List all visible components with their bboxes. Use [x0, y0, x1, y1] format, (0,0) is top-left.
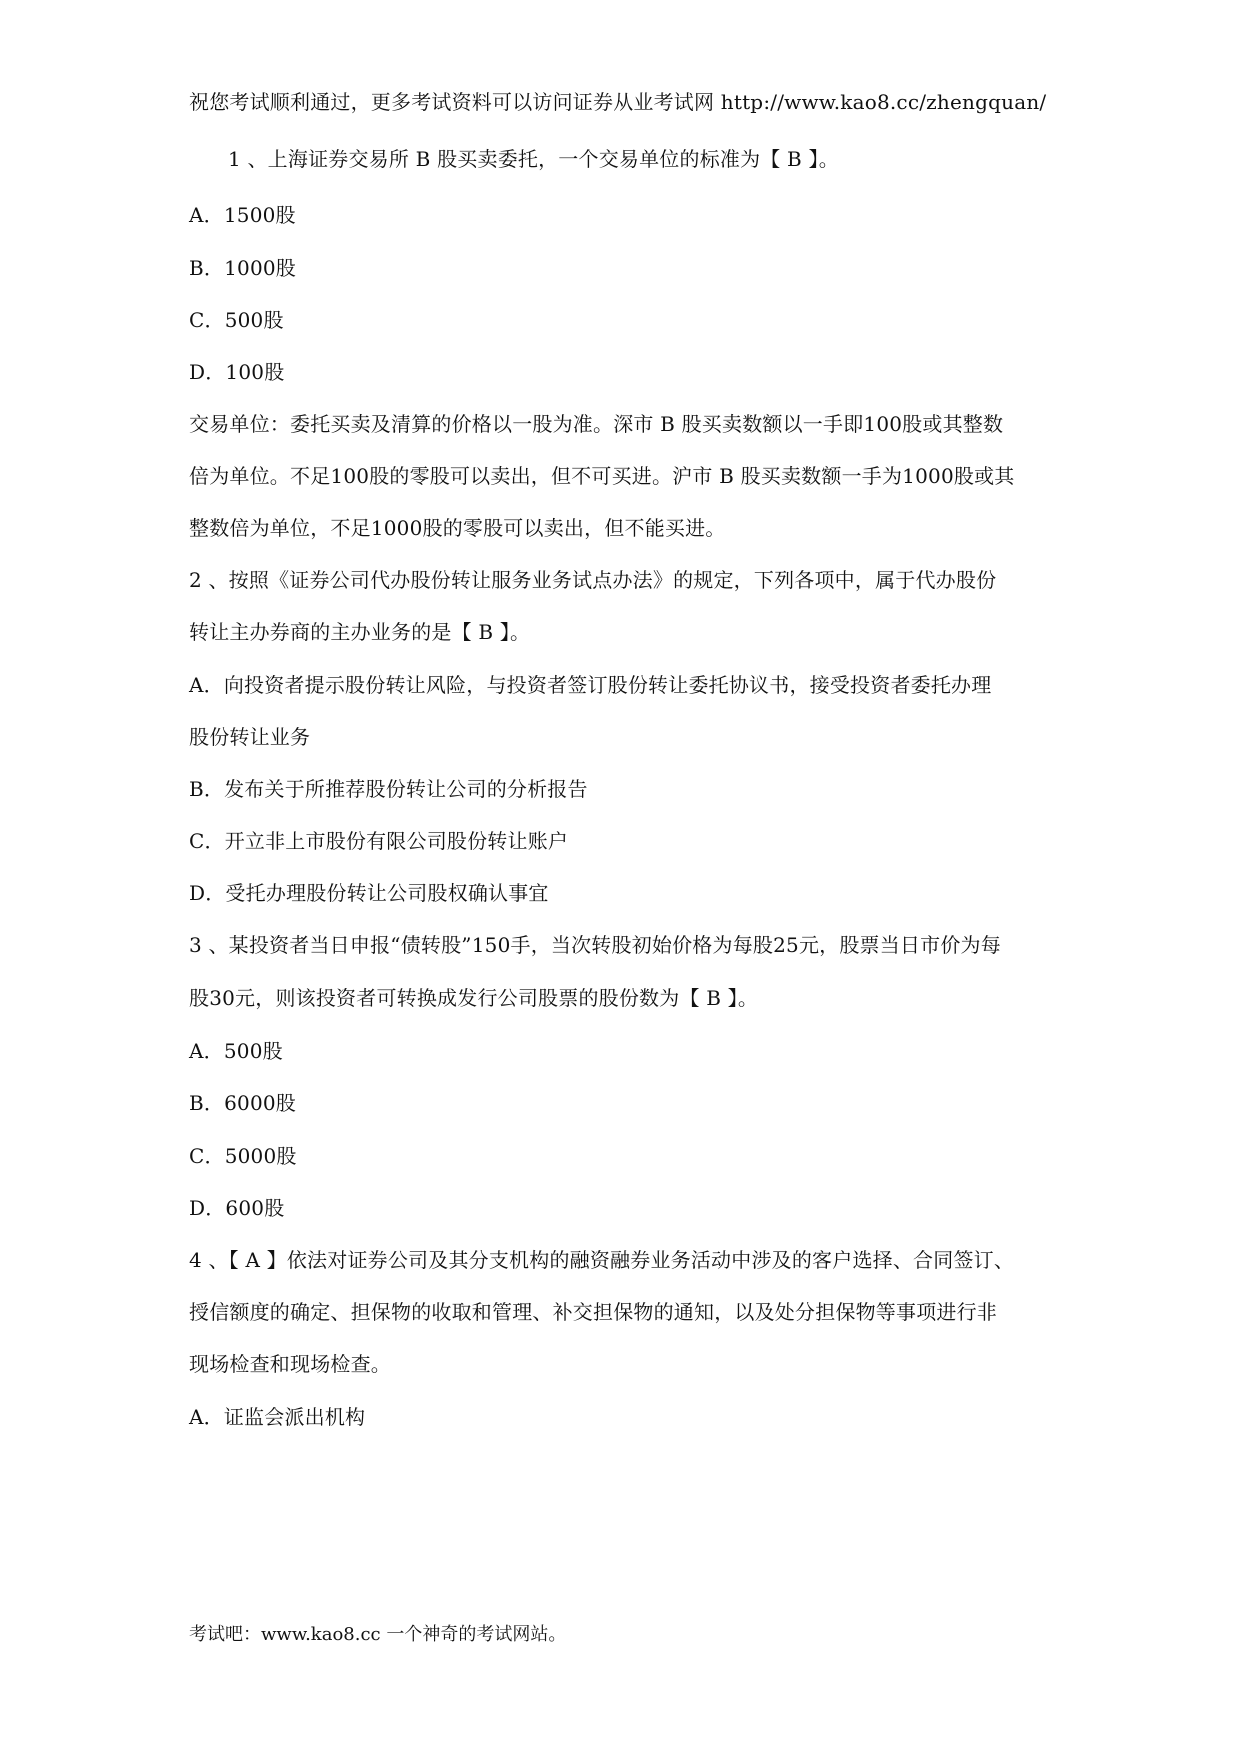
question-3-option-a: A．500股 — [189, 1039, 283, 1063]
question-1-explanation-line-2: 倍为单位。不足100股的零股可以卖出，但不可买进。沪市 B 股买卖数额一手为1000股或其 — [189, 464, 1015, 488]
question-4-stem-line-1: 4 、【 A 】依法对证券公司及其分支机构的融资融券业务活动中涉及的客户选择、合同签订、 — [189, 1248, 1015, 1272]
question-1-explanation-line-1: 交易单位：委托买卖及清算的价格以一股为准。深市 B 股买卖数额以一手即100股或其整数 — [189, 412, 1004, 436]
question-2-option-d: D．受托办理股份转让公司股权确认事宜 — [189, 881, 549, 905]
question-3-option-b: B．6000股 — [189, 1091, 296, 1115]
question-4-stem-line-2: 授信额度的确定、担保物的收取和管理、补交担保物的通知，以及处分担保物等事项进行非 — [189, 1300, 997, 1324]
question-4-option-a: A．证监会派出机构 — [189, 1405, 366, 1429]
question-1-option-b: B．1000股 — [189, 256, 296, 280]
question-1-option-c: C．500股 — [189, 308, 284, 332]
question-3-stem-line-1: 3 、某投资者当日申报“债转股”150手，当次转股初始价格为每股25元，股票当日市价为每 — [189, 933, 1001, 957]
question-4-stem-line-3: 现场检查和现场检查。 — [189, 1352, 391, 1376]
question-1-option-d: D．100股 — [189, 360, 285, 384]
question-3-option-d: D．600股 — [189, 1196, 285, 1220]
header-line: 祝您考试顺利通过，更多考试资料可以访问证券从业考试网 http://www.kao8.cc/zhengquan/ — [189, 90, 1047, 114]
question-1-explanation-line-3: 整数倍为单位，不足1000股的零股可以卖出，但不能买进。 — [189, 516, 726, 540]
footer-text: 考试吧：www.kao8.cc 一个神奇的考试网站。 — [189, 1624, 567, 1645]
question-2-option-a: A．向投资者提示股份转让风险，与投资者签订股份转让委托协议书，接受投资者委托办理 — [189, 673, 992, 697]
question-2-option-a-continued: 股份转让业务 — [189, 725, 311, 749]
question-2-stem-line-2: 转让主办券商的主办业务的是【 B 】。 — [189, 620, 531, 644]
question-1-option-a: A．1500股 — [189, 203, 296, 227]
question-2-stem-line-1: 2 、按照《证券公司代办股份转让服务业务试点办法》的规定，下列各项中，属于代办股份 — [189, 568, 997, 592]
question-3-stem-line-2: 股30元，则该投资者可转换成发行公司股票的股份数为【 B 】。 — [189, 986, 759, 1010]
question-1-stem: 1 、上海证券交易所 B 股买卖委托，一个交易单位的标准为【 B 】。 — [228, 147, 839, 171]
question-2-option-c: C．开立非上市股份有限公司股份转让账户 — [189, 829, 569, 853]
question-3-option-c: C．5000股 — [189, 1144, 297, 1168]
question-2-option-b: B．发布关于所推荐股份转让公司的分析报告 — [189, 777, 588, 801]
